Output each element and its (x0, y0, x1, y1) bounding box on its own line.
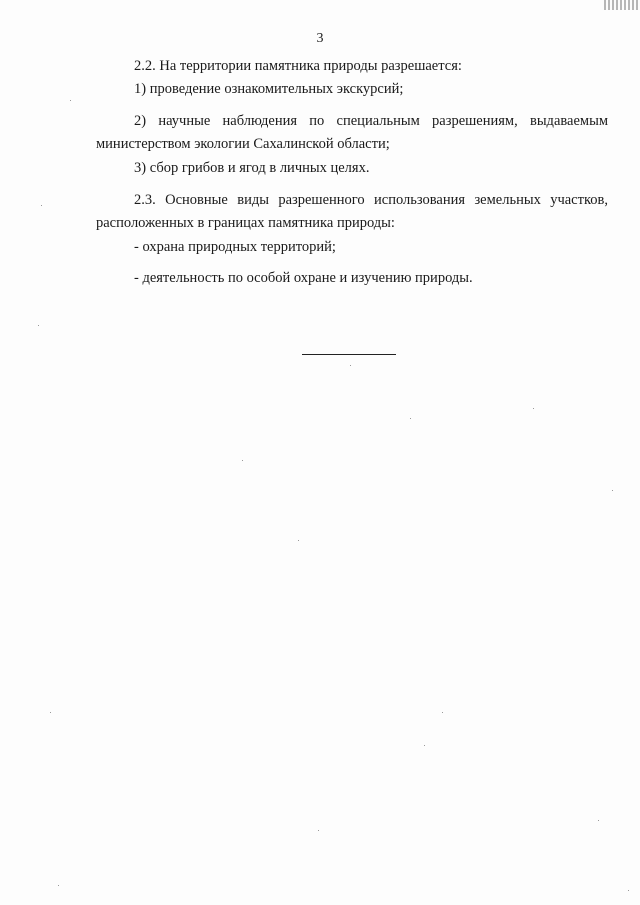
scan-speck (298, 540, 299, 541)
scan-speck (242, 460, 243, 461)
page-number: 3 (316, 31, 324, 46)
scan-edge-mark (604, 0, 640, 10)
scan-speck (318, 830, 319, 831)
scan-speck (533, 408, 534, 409)
paragraph-2-3-line-1: 2.3. Основные виды разрешенного использования земельных участков, (134, 192, 608, 208)
bullet-item-1: - охрана природных территорий; (134, 239, 336, 255)
scan-speck (424, 745, 425, 746)
scan-speck (50, 712, 51, 713)
scan-speck (38, 325, 39, 326)
scan-speck (598, 820, 599, 821)
list-item-1: 1) проведение ознакомительных экскурсий; (134, 81, 404, 97)
scan-speck (410, 418, 411, 419)
paragraph-2-3-line-2: расположенных в границах памятника природы: (96, 215, 395, 231)
bullet-item-2: - деятельность по особой охране и изучению природы. (134, 270, 473, 286)
list-item-2-line-1: 2) научные наблюдения по специальным разрешениям, выдаваемым (134, 113, 608, 129)
scan-speck (442, 712, 443, 713)
list-item-3: 3) сбор грибов и ягод в личных целях. (134, 160, 370, 176)
scan-speck (41, 205, 42, 206)
list-item-2-line-2: министерством экологии Сахалинской области; (96, 136, 390, 152)
scan-speck (58, 885, 59, 886)
scan-speck (628, 890, 629, 891)
end-rule (302, 354, 396, 355)
paragraph-2-2: 2.2. На территории памятника природы разрешается: (134, 58, 462, 74)
scan-speck (70, 100, 71, 101)
scan-speck (350, 365, 351, 366)
scan-speck (612, 490, 613, 491)
